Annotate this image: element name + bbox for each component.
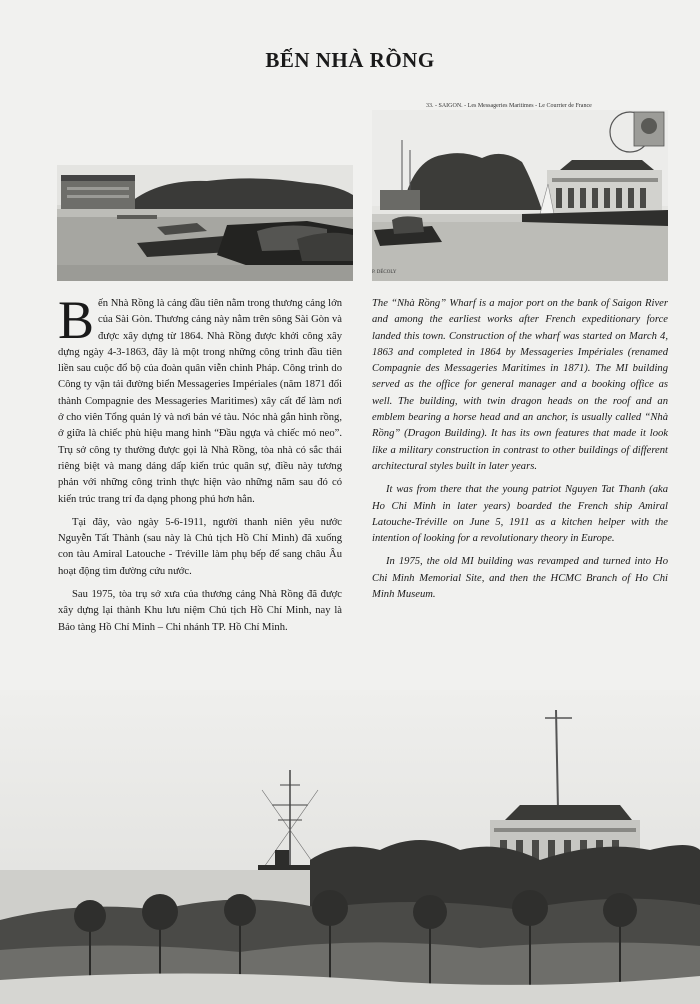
english-paragraph: In 1975, the old MI building was revamped and turned into Ho Chi Minh Memorial Site, and then the HCMC Branch of Ho Chi Minh Museum. [372, 556, 668, 601]
vietnamese-paragraph: Tại đây, vào ngày 5-6-1911, người thanh niên yêu nước Nguyễn Tất Thành (sau này là Chủ tịch Hồ Chí Minh) đã xuống con tàu Amiral Latouche - Tréville làm phụ bếp để sang châu Âu hoạt động tìm đường cứu nước. [58, 516, 342, 577]
vietnamese-text-column [58, 290, 342, 643]
page-title: BẾN NHÀ RỒNG [265, 48, 435, 72]
harbor-boats-photo [57, 165, 353, 281]
postcard-publisher: P. DÉCOLY [372, 270, 397, 275]
postcard-caption: 33. - SAIGON. - Les Messageries Maritimes - Le Courrier de France [426, 103, 592, 109]
english-paragraph: It was from there that the young patriot Nguyen Tat Thanh (aka Ho Chi Minh in later years) boarded the French ship Amiral Latouche-Tréville on June 5, 1911 as a kitchen helper with the intention of looking for a revolutionary theory in Europe. [372, 484, 668, 545]
postcard-photo [372, 110, 668, 281]
english-paragraph: The “Nhà Rồng” Wharf is a major port on the bank of Saigon River and among the earliest works after French expeditionary force landed this town. Construction of the wharf was started on March 4, 1863 and completed in 1864 by Messageries Impériales (renamed Compagnie des Messageries Maritimes in 1871). The MI building served as the office for general manager and a booking office as well. The building, with twin dragon heads on the roof and an emblem bearing a horse head and an anchor, is usually called “Nhà Rồng” (Dragon Building). It has its own features that made it look like a military construction in contrast to other buildings of different architectural styles built in later years. [372, 298, 668, 472]
english-text-column [372, 296, 668, 610]
vietnamese-paragraph: Sau 1975, tòa trụ sở xưa của thương cảng Nhà Rồng đã được xây dựng lại thành Khu lưu niệm Chủ tịch Hồ Chí Minh, nay là Bảo tàng Hồ Chí Minh – Chi nhánh TP. Hồ Chí Minh. [58, 589, 342, 633]
dropcap: B [58, 290, 95, 350]
riverfront-photo [0, 690, 700, 1004]
vietnamese-paragraph: Bến Nhà Rồng là cảng đầu tiên nằm trong thương cảng lớn của Sài Gòn. Thương cảng này nằm trên sông Sài Gòn và được xây dựng từ 1864. Nhà Rồng được khởi công xây dựng ngày 4-3-1863, đây là một trong những công trình đầu tiên liền sau cuộc đổ bộ của đoàn quân viễn chinh Pháp. Công trình do Công ty vận tải đường biển Messageries Impériales (năm 1871 đổi thành Compagnie des Messageries Maritimes) xây cất để làm nơi ở cho viên Tổng quản lý và nơi bán vé tàu. Nóc nhà gắn hình rồng, ở giữa là chiếc phù hiệu mang hình “Đầu ngựa và chiếc mỏ neo”. Trụ sở công ty thường được gọi là Nhà Rồng, tòa nhà có sắc thái riêng biệt và mang dáng dấp kiến trúc quân sự, điều này tương phản với những công trình thực hiện vào những năm sau đó có kiến trúc trang trí đa dạng phong phú hơn hẳn. [58, 290, 342, 505]
